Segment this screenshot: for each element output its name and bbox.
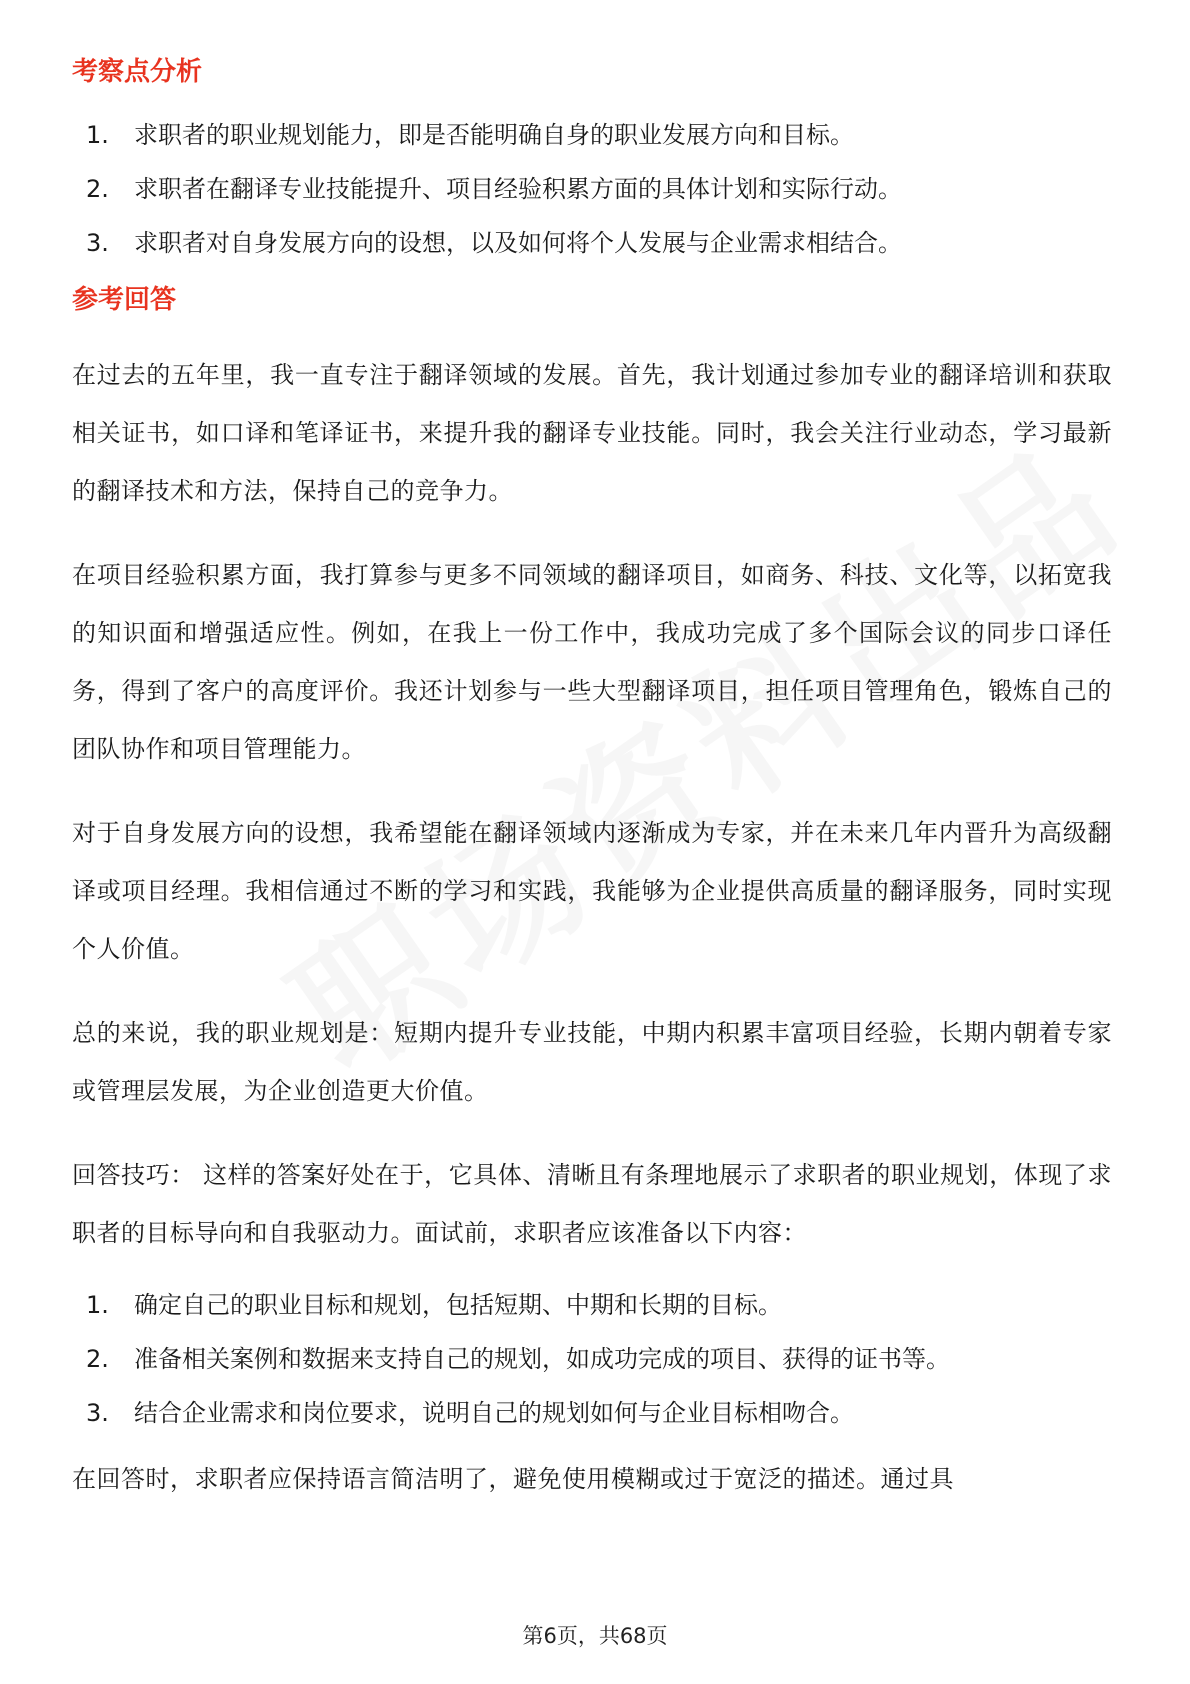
list-number: 2. <box>86 175 109 203</box>
section-heading-analysis: 考察点分析 <box>72 57 203 87</box>
list-item <box>72 1342 1112 1376</box>
paragraph: 在项目经验积累方面，我打算参与更多不同领域的翻译项目，如商务、科技、文化等，以拓宽我的知识面和增强适应性。例如，在我上一份工作中，我成功完成了多个国际会议的同步口译任务，得到了客户的高度评价。我还计划参与一些大型翻译项目，担任项目管理角色，锻炼自己的团队协作和项目管理能力。 <box>72 561 1112 763</box>
list-item-text: 结合企业需求和岗位要求，说明自己的规划如何与企业目标相吻合。 <box>134 1399 854 1427</box>
tips-list <box>72 1288 1112 1430</box>
list-item-text: 准备相关案例和数据来支持自己的规划，如成功完成的项目、获得的证书等。 <box>134 1345 950 1373</box>
paragraph: 在过去的五年里，我一直专注于翻译领域的发展。首先，我计划通过参加专业的翻译培训和获取相关证书，如口译和笔译证书，来提升我的翻译专业技能。同时，我会关注行业动态，学习最新的翻译技术和方法，保持自己的竞争力。 <box>72 361 1112 505</box>
list-number: 3. <box>86 1399 109 1427</box>
list-item <box>72 172 1112 206</box>
paragraph: 对于自身发展方向的设想，我希望能在翻译领域内逐渐成为专家，并在未来几年内晋升为高级翻译或项目经理。我相信通过不断的学习和实践，我能够为企业提供高质量的翻译服务，同时实现个人价值。 <box>72 819 1112 963</box>
list-number: 2. <box>86 1345 109 1373</box>
list-item <box>72 226 1112 260</box>
list-item-text: 求职者的职业规划能力，即是否能明确自身的职业发展方向和目标。 <box>134 121 854 149</box>
paragraph-tips-intro: 回答技巧： 这样的答案好处在于，它具体、清晰且有条理地展示了求职者的职业规划，体现了求职者的目标导向和自我驱动力。面试前，求职者应该准备以下内容： <box>72 1161 1112 1247</box>
list-number: 1. <box>86 1291 109 1319</box>
list-item <box>72 118 1112 152</box>
section-heading-reference-answer: 参考回答 <box>72 285 177 315</box>
paragraph-closing: 在回答时，求职者应保持语言简洁明了，避免使用模糊或过于宽泛的描述。通过具 <box>72 1465 954 1493</box>
list-item <box>72 1288 1112 1322</box>
paragraph: 总的来说，我的职业规划是：短期内提升专业技能，中期内积累丰富项目经验，长期内朝着专家或管理层发展，为企业创造更大价值。 <box>72 1019 1112 1105</box>
list-item <box>72 1396 1112 1430</box>
list-number: 3. <box>86 229 109 257</box>
content-area <box>72 52 1112 1534</box>
page-number: 第6页，共68页 <box>522 1624 668 1648</box>
list-item-text: 求职者对自身发展方向的设想，以及如何将个人发展与企业需求相结合。 <box>134 229 902 257</box>
list-item-text: 求职者在翻译专业技能提升、项目经验积累方面的具体计划和实际行动。 <box>134 175 902 203</box>
list-item-text: 确定自己的职业目标和规划，包括短期、中期和长期的目标。 <box>134 1291 782 1319</box>
analysis-list <box>72 118 1112 260</box>
list-number: 1. <box>86 121 109 149</box>
